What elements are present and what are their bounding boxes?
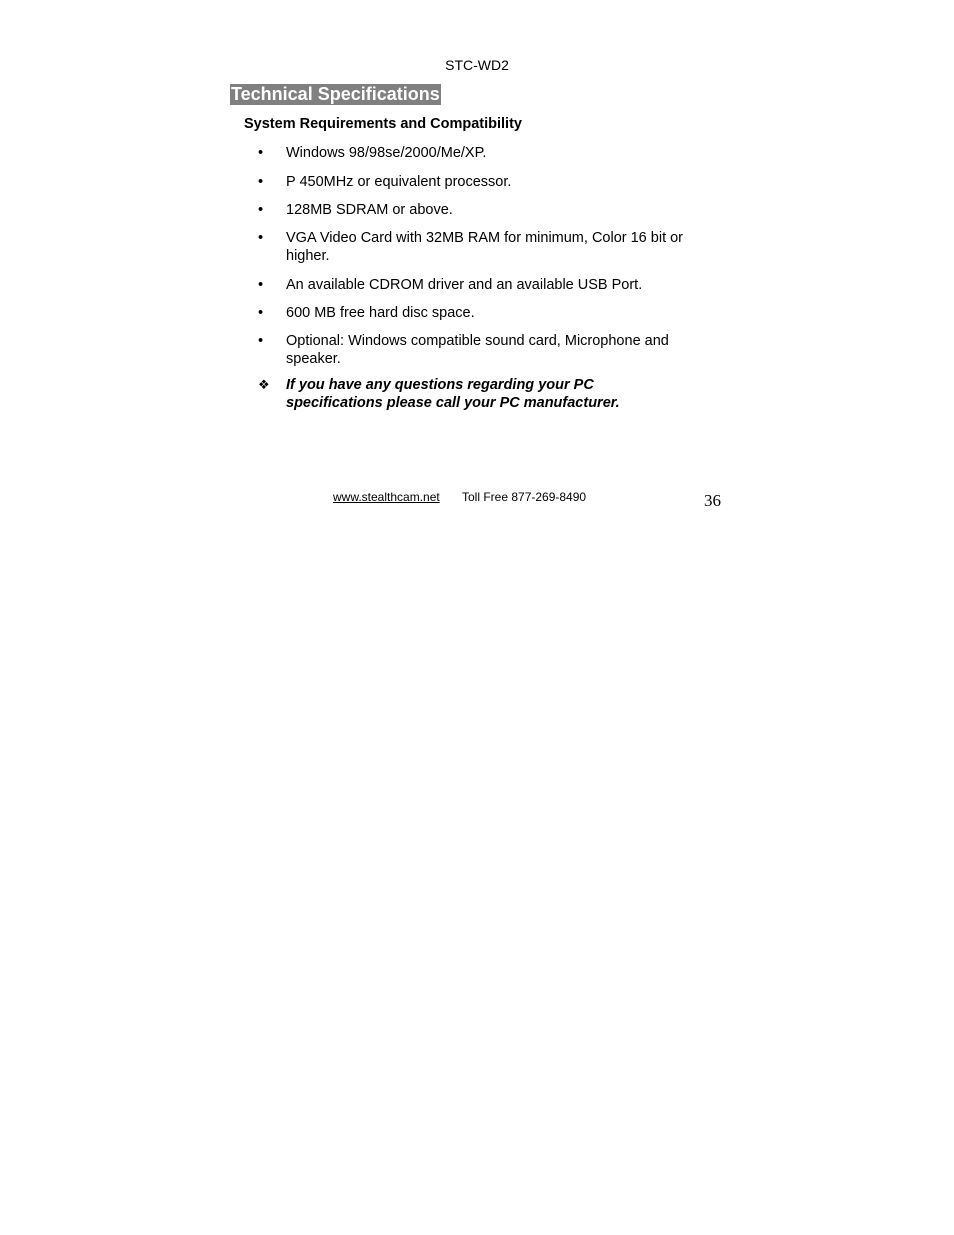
spec-item-text: 128MB SDRAM or above. [286, 202, 453, 218]
bullet-icon: • [258, 277, 264, 293]
section-title: Technical Specifications [231, 84, 440, 104]
spec-item-text: Windows 98/98se/2000/Me/XP. [286, 145, 487, 161]
spec-item-text: Optional: Windows compatible sound card, Microphone and speaker. [286, 333, 669, 367]
page-header-model: STC-WD2 [445, 57, 509, 73]
spec-item-text: An available CDROM driver and an available USB Port. [286, 277, 643, 293]
section-subheading: System Requirements and Compatibility [244, 116, 522, 132]
bullet-icon: • [258, 305, 264, 321]
toll-free-phone: Toll Free 877-269-8490 [462, 490, 587, 504]
spec-item-text: P 450MHz or equivalent processor. [286, 174, 512, 190]
bullet-icon: • [258, 174, 264, 190]
diamond-bullet-icon: ❖ [258, 377, 270, 392]
note-text: If you have any questions regarding your PC specifications please call your PC manufacturer. [286, 377, 620, 411]
website-link[interactable]: www.stealthcam.net [333, 490, 440, 504]
bullet-icon: • [258, 202, 264, 218]
bullet-icon: • [258, 230, 264, 246]
page-number: 36 [704, 491, 721, 510]
spec-item-text: VGA Video Card with 32MB RAM for minimum, Color 16 bit or higher. [286, 230, 684, 264]
bullet-icon: • [258, 333, 264, 349]
bullet-icon: • [258, 145, 264, 161]
spec-item-text: 600 MB free hard disc space. [286, 305, 475, 321]
